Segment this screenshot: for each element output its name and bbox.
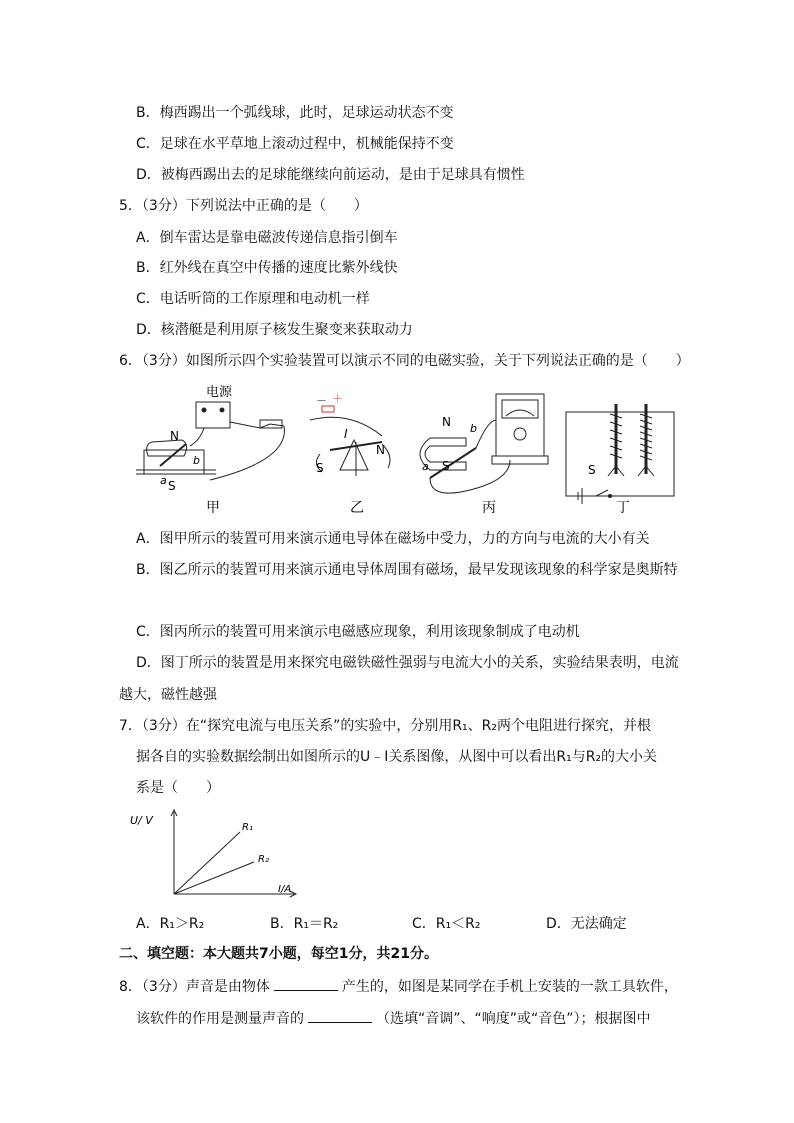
q6-option-d-line2: 越大，磁性越强 <box>119 687 217 703</box>
x-axis-label: I/A <box>278 884 292 895</box>
q7-stem-line2: 据各自的实验数据绘制出如图所示的U﹣I关系图像，从图中可以看出R₁与R₂的大小关 <box>136 749 658 765</box>
power-label: 电源 <box>206 385 233 400</box>
label-b-jia: b <box>193 454 200 467</box>
label-n-bing: N <box>442 415 451 429</box>
q7-stem-line3: 系是（ ） <box>136 780 220 796</box>
q8-line2-b: （选填“音调”、“响度”或“音色”）；根据图中 <box>376 1011 651 1027</box>
caption-ding: 丁 <box>616 500 630 516</box>
q6-option-a: A．图甲所示的装置可用来演示通电导体在磁场中受力，力的方向与电流的大小有关 <box>136 531 650 547</box>
line-r1 <box>174 832 240 894</box>
label-plus: ＋ <box>332 392 343 405</box>
caption-bing: 丙 <box>482 500 496 516</box>
q6-option-c: C．图丙所示的装置可用来演示电磁感应现象，利用该现象制成了电动机 <box>136 624 580 640</box>
power-supply-box <box>196 402 230 428</box>
caption-jia: 甲 <box>206 500 220 516</box>
q5-option-b: B．红外线在真空中传播的速度比紫外线快 <box>136 260 398 276</box>
q5-stem: 5．（3分）下列说法中正确的是（ ） <box>119 198 368 214</box>
q7-stem-line1: 7．（3分）在“探究电流与电压关系”的实验中，分别用R₁、R₂两个电阻进行探究，并根 <box>119 718 651 734</box>
q4-option-c: C．足球在水平草地上滚动过程中，机械能保持不变 <box>136 136 454 152</box>
label-r2: R₂ <box>258 854 269 865</box>
label-b-bing: b <box>470 422 477 435</box>
q7-option-a: A．R₁＞R₂ <box>136 916 205 932</box>
q4-option-b: B．梅西踢出一个弧线球，此时，足球运动状态不变 <box>136 105 454 121</box>
q6-stem: 6．（3分）如图所示四个实验装置可以演示不同的电磁实验，关于下列说法正确的是（ ） <box>119 353 690 369</box>
q6-figure <box>130 380 680 520</box>
caption-yi: 乙 <box>350 500 364 516</box>
label-minus: － <box>316 394 327 407</box>
q7-option-d: D．无法确定 <box>546 916 627 932</box>
circuit-frame <box>566 412 674 496</box>
q8-line1 <box>119 976 678 997</box>
q7-ui-graph <box>130 806 310 902</box>
q8-blank-1[interactable] <box>274 976 338 991</box>
label-s-jia: S <box>168 479 176 493</box>
q8-line1-a: 8．（3分）声音是由物体 <box>119 979 270 995</box>
q7-option-b: B．R₁＝R₂ <box>270 916 339 932</box>
line-r2 <box>174 862 254 894</box>
q8-line2-a: 该软件的作用是测量声音的 <box>136 1011 304 1027</box>
q6-option-d-line1: D．图丁所示的装置是用来探究电磁铁磁性强弱与电流大小的关系，实验结果表明，电流 <box>136 655 679 671</box>
q8-line2 <box>136 1008 651 1029</box>
label-a-bing: a <box>422 460 429 473</box>
label-r1: R₁ <box>242 822 253 833</box>
q4-option-d: D．被梅西踢出去的足球能继续向前运动，是由于足球具有惯性 <box>136 167 525 183</box>
label-n-jia: N <box>170 429 179 443</box>
q5-option-d: D．核潜艇是利用原子核发生聚变来获取动力 <box>136 322 413 338</box>
q8-line1-b: 产生的，如图是某同学在手机上安装的一款工具软件， <box>341 979 678 995</box>
y-axis-label: U/ V <box>130 814 153 827</box>
q6-option-b: B．图乙所示的装置可用来演示通电导体周围有磁场，最早发现该现象的科学家是奥斯特 <box>136 562 678 578</box>
galvanometer <box>496 394 544 456</box>
q5-option-a: A．倒车雷达是靠电磁波传递信息指引倒车 <box>136 230 398 246</box>
label-current-i: I <box>344 427 348 441</box>
label-s-ding: S <box>588 463 596 477</box>
label-s-yi: S <box>316 461 324 475</box>
label-n-yi: N <box>376 443 385 457</box>
section-2-heading: 二、填空题：本大题共7小题，每空1分，共21分。 <box>119 946 438 962</box>
q5-option-c: C．电话听筒的工作原理和电动机一样 <box>136 291 370 307</box>
label-s-bing: S <box>442 459 450 473</box>
label-a-jia: a <box>160 474 167 487</box>
q8-blank-2[interactable] <box>308 1008 372 1023</box>
q7-option-c: C．R₁＜R₂ <box>412 916 481 932</box>
